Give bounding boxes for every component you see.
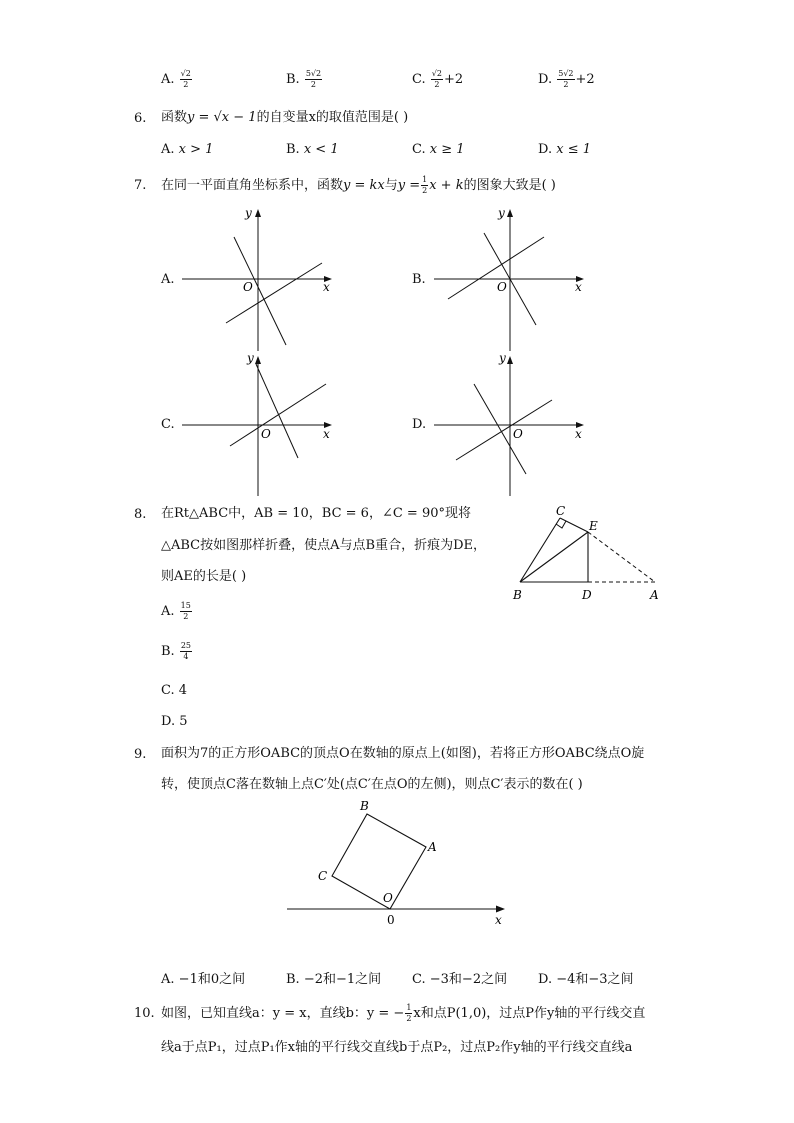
- dashed-ea: [588, 532, 655, 582]
- q6-option-c: C. x ≥ 1: [412, 142, 465, 157]
- y-label: y: [245, 206, 252, 220]
- question-text: 在同一平面直角坐标系中，函数y = kx与y = $\frac{1}{2}$ x + k的图象大致是( ): [161, 175, 556, 195]
- q9-square-figure: [285, 795, 510, 930]
- line-2: [230, 384, 326, 446]
- question-number: 10.: [134, 1006, 155, 1021]
- graph-c-letter: C.: [161, 417, 175, 432]
- graph-d-letter: D.: [412, 417, 427, 432]
- graph-d: [432, 350, 592, 500]
- segment-be: [520, 532, 588, 582]
- number-line-arrow: [496, 906, 505, 913]
- question-text-line1: 在Rt△ABC中，AB = 10，BC = 6，∠C = 90°现将: [161, 506, 471, 521]
- graph-c: [180, 350, 340, 500]
- segment-bc: [520, 518, 560, 582]
- y-arrow: [255, 209, 261, 217]
- y-label: y: [247, 351, 254, 365]
- q9-option-a: A. −1和0之间: [161, 972, 246, 987]
- q9-option-b: B. −2和−1之间: [286, 972, 382, 987]
- label-b: B: [360, 799, 369, 813]
- question-number: 9.: [134, 747, 147, 762]
- line-2: [226, 263, 322, 323]
- q8-option-c: C. 4: [161, 683, 188, 698]
- label-b: B: [513, 588, 522, 602]
- label-a: A: [428, 840, 437, 854]
- label-d: D: [582, 588, 592, 602]
- fraction: $\frac{15}{2}$: [180, 601, 191, 621]
- q5-option-a: A. $\frac{√2}{2}$: [161, 69, 191, 89]
- question-text-line2: 转，使顶点C落在数轴上点C′处(点C′在点O的左侧)，则点C′表示的数在( ): [161, 777, 583, 792]
- graph-b: [432, 205, 592, 355]
- fraction: $\frac{5√2}{2}$: [558, 69, 574, 89]
- question-text-line3: 则AE的长是( ): [161, 569, 247, 584]
- question-text-line1: 如图，已知直线a：y = x，直线b：y = − $\frac{1}{2}$ x和点P(1,0)，过点P作y轴的平行线交直: [161, 1003, 646, 1023]
- label-zero: 0: [387, 913, 395, 927]
- graph-b-letter: B.: [412, 272, 426, 287]
- q6-option-b: B. x < 1: [286, 142, 339, 157]
- x-label: x: [575, 427, 582, 441]
- y-arrow: [255, 356, 261, 364]
- question-number: 8.: [134, 507, 147, 522]
- label-x: x: [495, 913, 502, 927]
- label-o: O: [383, 891, 393, 905]
- origin-label: O: [513, 427, 523, 441]
- line-1: [256, 364, 298, 458]
- question-text-line2: 线a于点P₁，过点P₁作x轴的平行线交直线b于点P₂，过点P₂作y轴的平行线交直线a: [161, 1040, 633, 1055]
- square-oabc: [332, 814, 426, 909]
- y-label: y: [499, 351, 506, 365]
- fraction: $\frac{5√2}{2}$: [305, 69, 322, 89]
- q8-option-b: B. $\frac{25}{4}$: [161, 641, 192, 661]
- q5-option-c: C. $\frac{√2}{2}$ +2: [412, 69, 464, 89]
- question-text-line2: △ABC按如图那样折叠，使点A与点B重合，折痕为DE，: [161, 538, 486, 553]
- origin-label: O: [261, 427, 271, 441]
- fraction: $\frac{√2}{2}$: [431, 69, 442, 89]
- origin-label: O: [243, 280, 253, 294]
- origin-label: O: [497, 280, 507, 294]
- line-2: [456, 400, 552, 460]
- q8-triangle-figure: [505, 502, 675, 607]
- q6-option-a: A. x > 1: [161, 142, 214, 157]
- y-arrow: [507, 356, 513, 364]
- label-a: A: [650, 588, 659, 602]
- line-2: [448, 237, 544, 299]
- q8-option-a: A. $\frac{15}{2}$: [161, 601, 191, 621]
- fraction: $\frac{√2}{2}$: [180, 69, 191, 89]
- question-text-line1: 面积为7的正方形OABC的顶点O在数轴的原点上(如图)，若将正方形OABC绕点O旋: [161, 746, 645, 761]
- label-c: C: [556, 504, 566, 518]
- x-label: x: [323, 280, 330, 294]
- q6-option-d: D. x ≤ 1: [538, 142, 591, 157]
- question-text: 函数y = √x − 1的自变量x的取值范围是( ): [161, 110, 409, 125]
- q5-option-b: B. $\frac{5√2}{2}$: [286, 69, 322, 89]
- label-e: E: [589, 519, 598, 533]
- q9-option-d: D. −4和−3之间: [538, 972, 634, 987]
- question-number: 7.: [134, 178, 147, 193]
- fraction: $\frac{1}{2}$: [406, 1003, 412, 1023]
- q5-option-d: D. $\frac{5√2}{2}$ +2: [538, 69, 595, 89]
- graph-a: [180, 205, 340, 355]
- x-label: x: [323, 427, 330, 441]
- y-arrow: [507, 209, 513, 217]
- y-label: y: [498, 206, 505, 220]
- fraction: $\frac{1}{2}$: [422, 175, 428, 195]
- question-number: 6.: [134, 111, 147, 126]
- x-label: x: [575, 280, 582, 294]
- label-c: C: [318, 869, 328, 883]
- q9-option-c: C. −3和−2之间: [412, 972, 508, 987]
- graph-a-letter: A.: [161, 272, 175, 287]
- q8-option-d: D. 5: [161, 714, 188, 729]
- fraction: $\frac{25}{4}$: [180, 641, 192, 661]
- line-1: [234, 237, 286, 345]
